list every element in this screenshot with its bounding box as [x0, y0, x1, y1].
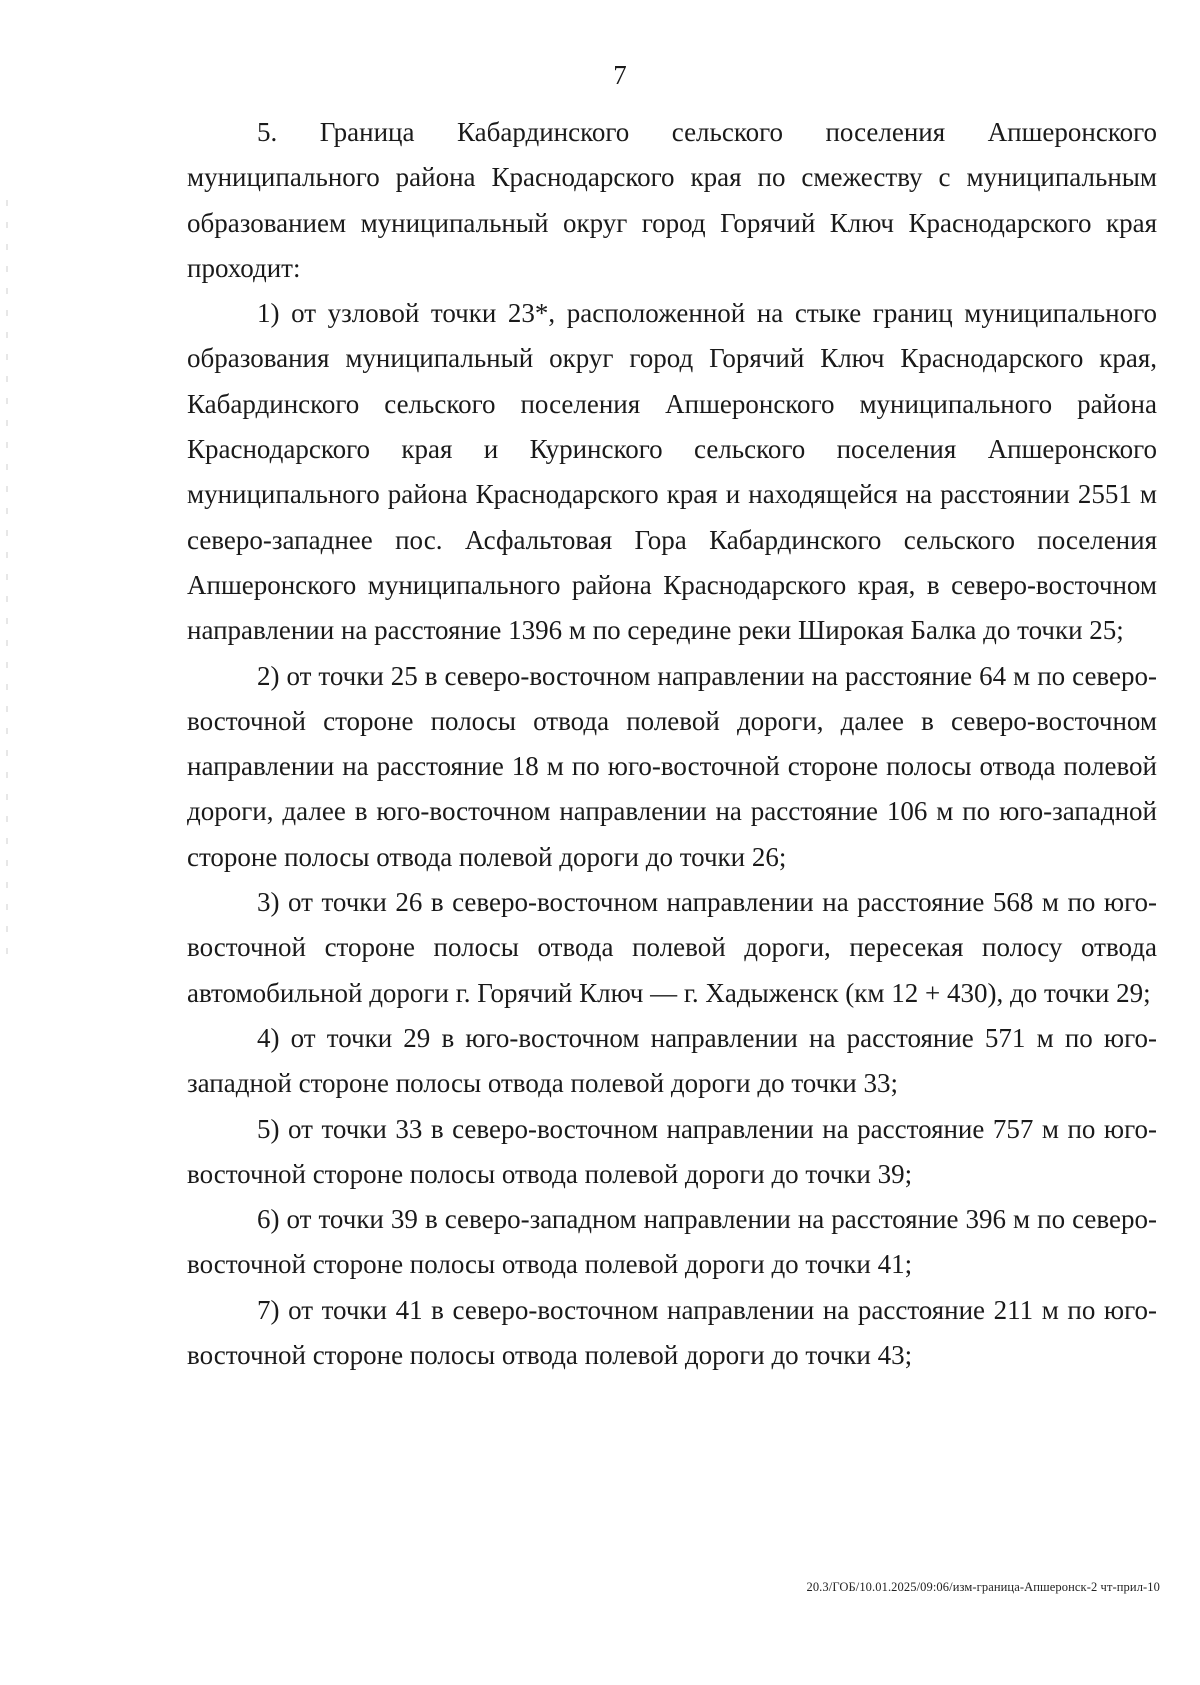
document-body — [187, 110, 1157, 1378]
paragraph-item-7: 7) от точки 41 в северо-восточном направлении на расстояние 211 м по юго-восточной стороне полосы отвода полевой дороги до точки 43; — [187, 1294, 1157, 1371]
document-footer-code: 20.3/ГОБ/10.01.2025/09:06/изм-граница-Апшеронск-2 чт-прил-10 — [806, 1580, 1160, 1594]
paragraph-section-5: 5. Граница Кабардинского сельского поселения Апшеронского муниципального района Краснодарского края по смежеству с муниципальным образованием муниципальный округ город Горячий Ключ Краснодарского края проходит: — [187, 117, 1157, 283]
page-number: 7 — [613, 60, 627, 90]
paragraph-item-3: 3) от точки 26 в северо-восточном направлении на расстояние 568 м по юго-восточной стороне полосы отвода полевой дороги, пересекая полосу отвода автомобильной дороги г. Горячий Ключ — г. Хадыженск (км 12 + 430), до точки 29; — [187, 887, 1157, 1008]
paragraph-item-2: 2) от точки 25 в северо-восточном направлении на расстояние 64 м по северо-восточной стороне полосы отвода полевой дороги, далее в северо-восточном направлении на расстояние 18 м по юго-восточной стороне полосы отвода полевой дороги, далее в юго-восточном направлении на расстояние 106 м по юго-западной стороне полосы отвода полевой дороги до точки 26; — [187, 660, 1157, 872]
paragraph-item-6: 6) от точки 39 в северо-западном направлении на расстояние 396 м по северо-восточной стороне полосы отвода полевой дороги до точки 41; — [187, 1204, 1157, 1280]
paragraph-item-5: 5) от точки 33 в северо-восточном направлении на расстояние 757 м по юго-восточной стороне полосы отвода полевой дороги до точки 39; — [187, 1113, 1157, 1189]
paragraph-item-1: 1) от узловой точки 23*, расположенной на стыке границ муниципального образования муниципальный округ город Горячий Ключ Краснодарского края, Кабардинского сельского поселения Апшеронского муниципального района Краснодарского края и Куринского сельского поселения Апшеронского муниципального района Краснодарского края и находящейся на расстоянии 2551 м северо-западнее пос. Асфальтовая Гора Кабардинского сельского поселения Апшеронского муниципального района Краснодарского края, в северо-восточном направлении на расстояние 1396 м по середине реки Широкая Балка до точки 25; — [187, 298, 1157, 646]
paragraph-item-4: 4) от точки 29 в юго-восточном направлении на расстояние 571 м по юго-западной стороне полосы отвода полевой дороги до точки 33; — [187, 1022, 1157, 1099]
scan-edge-artifact — [6, 200, 8, 960]
